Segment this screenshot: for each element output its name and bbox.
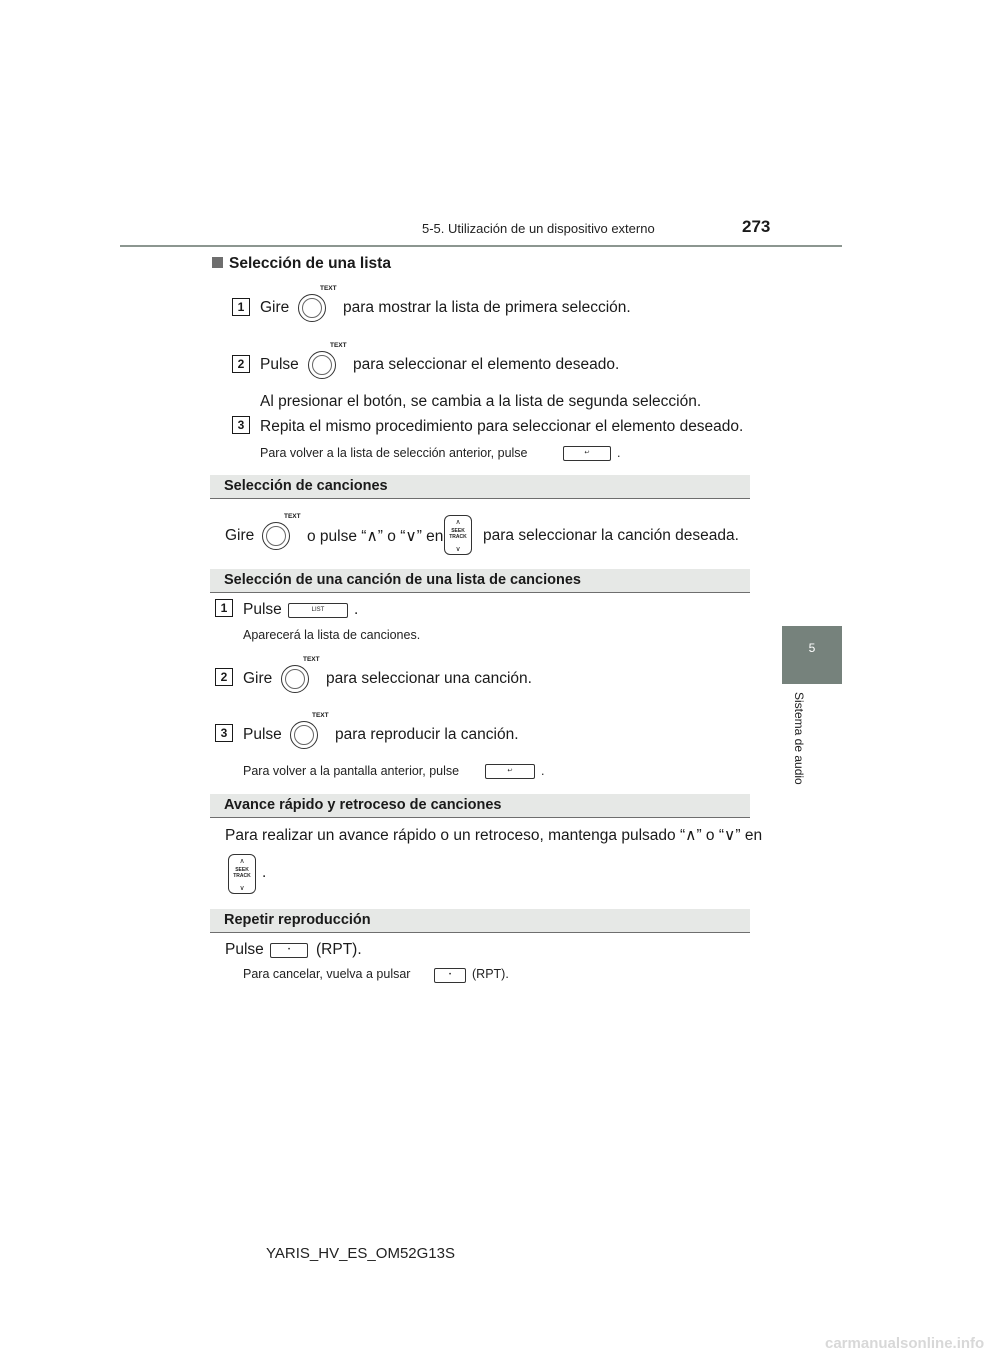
text-knob-icon: TEXT <box>298 292 328 322</box>
body-text: Para realizar un avance rápido o un retroceso, mantenga pulsado “∧” o “∨” en <box>225 827 763 844</box>
note-text: (RPT). <box>472 967 509 981</box>
step-note: Al presionar el botón, se cambia a la lista de segunda selección. <box>260 393 702 410</box>
section-title: Repetir reproducción <box>224 912 371 928</box>
step-text: Gire <box>260 299 290 316</box>
body-text: Gire <box>225 527 255 544</box>
step-text: . <box>354 601 359 618</box>
step-badge: 2 <box>232 355 250 373</box>
text-knob-icon: TEXT <box>281 663 311 693</box>
chapter-label: Sistema de audio <box>792 692 806 785</box>
list-button-icon: LIST <box>288 603 348 618</box>
section-bar <box>210 794 750 818</box>
back-button-icon: ↩ <box>563 446 611 461</box>
text-knob-icon: TEXT <box>262 520 292 550</box>
page-number: 273 <box>742 217 771 236</box>
note-text: Para volver a la pantalla anterior, pulse <box>243 764 460 778</box>
step-text: Pulse <box>243 726 282 743</box>
seek-track-button-icon: ∧ SEEK TRACK ∨ <box>444 515 472 555</box>
seek-track-button-icon: ∧ SEEK TRACK ∨ <box>228 854 256 894</box>
body-text: para seleccionar la canción deseada. <box>483 527 739 544</box>
rpt-button-icon: • <box>434 968 466 983</box>
step-text: para seleccionar una canción. <box>326 670 532 687</box>
note-text: Para cancelar, vuelva a pulsar <box>243 967 411 981</box>
header-section-title: 5-5. Utilización de un dispositivo externo <box>422 221 655 236</box>
square-bullet-icon <box>212 257 223 268</box>
section-title: Selección de una canción de una lista de canciones <box>224 572 581 588</box>
step-badge: 2 <box>215 668 233 686</box>
text-knob-icon: TEXT <box>290 719 320 749</box>
body-text: . <box>262 864 267 881</box>
step-text: para seleccionar el elemento deseado. <box>353 356 620 373</box>
note-text: Para volver a la lista de selección anterior, pulse <box>260 446 528 460</box>
back-button-icon: ↩ <box>485 764 535 779</box>
watermark: carmanualsonline.info <box>825 1335 984 1352</box>
step-text: Pulse <box>243 601 282 618</box>
list-selection-heading-text: Selección de una lista <box>229 255 391 272</box>
body-text: (RPT). <box>316 941 362 958</box>
step-text: Pulse <box>260 356 299 373</box>
step-text: para mostrar la lista de primera selección. <box>343 299 631 316</box>
step-text: Gire <box>243 670 273 687</box>
note-text: . <box>541 764 545 778</box>
body-text: o pulse “∧” o “∨” en <box>307 528 444 545</box>
header-divider <box>120 245 842 247</box>
body-text: Pulse <box>225 941 264 958</box>
document-code: YARIS_HV_ES_OM52G13S <box>266 1245 455 1262</box>
step-text: Repita el mismo procedimiento para seleccionar el elemento deseado. <box>260 418 744 435</box>
section-title: Avance rápido y retroceso de canciones <box>224 797 502 813</box>
chapter-tab: 5 <box>782 626 842 684</box>
section-bar <box>210 475 750 499</box>
section-title: Selección de canciones <box>224 478 388 494</box>
text-knob-icon: TEXT <box>308 349 338 379</box>
step-badge: 3 <box>232 416 250 434</box>
step-badge: 1 <box>215 599 233 617</box>
note-text: . <box>617 446 621 460</box>
step-badge: 1 <box>232 298 250 316</box>
section-bar <box>210 909 750 933</box>
rpt-button-icon: • <box>270 943 308 958</box>
list-selection-heading <box>212 255 391 273</box>
section-bar <box>210 569 750 593</box>
step-badge: 3 <box>215 724 233 742</box>
note-text: Aparecerá la lista de canciones. <box>243 628 421 642</box>
step-text: para reproducir la canción. <box>335 726 519 743</box>
